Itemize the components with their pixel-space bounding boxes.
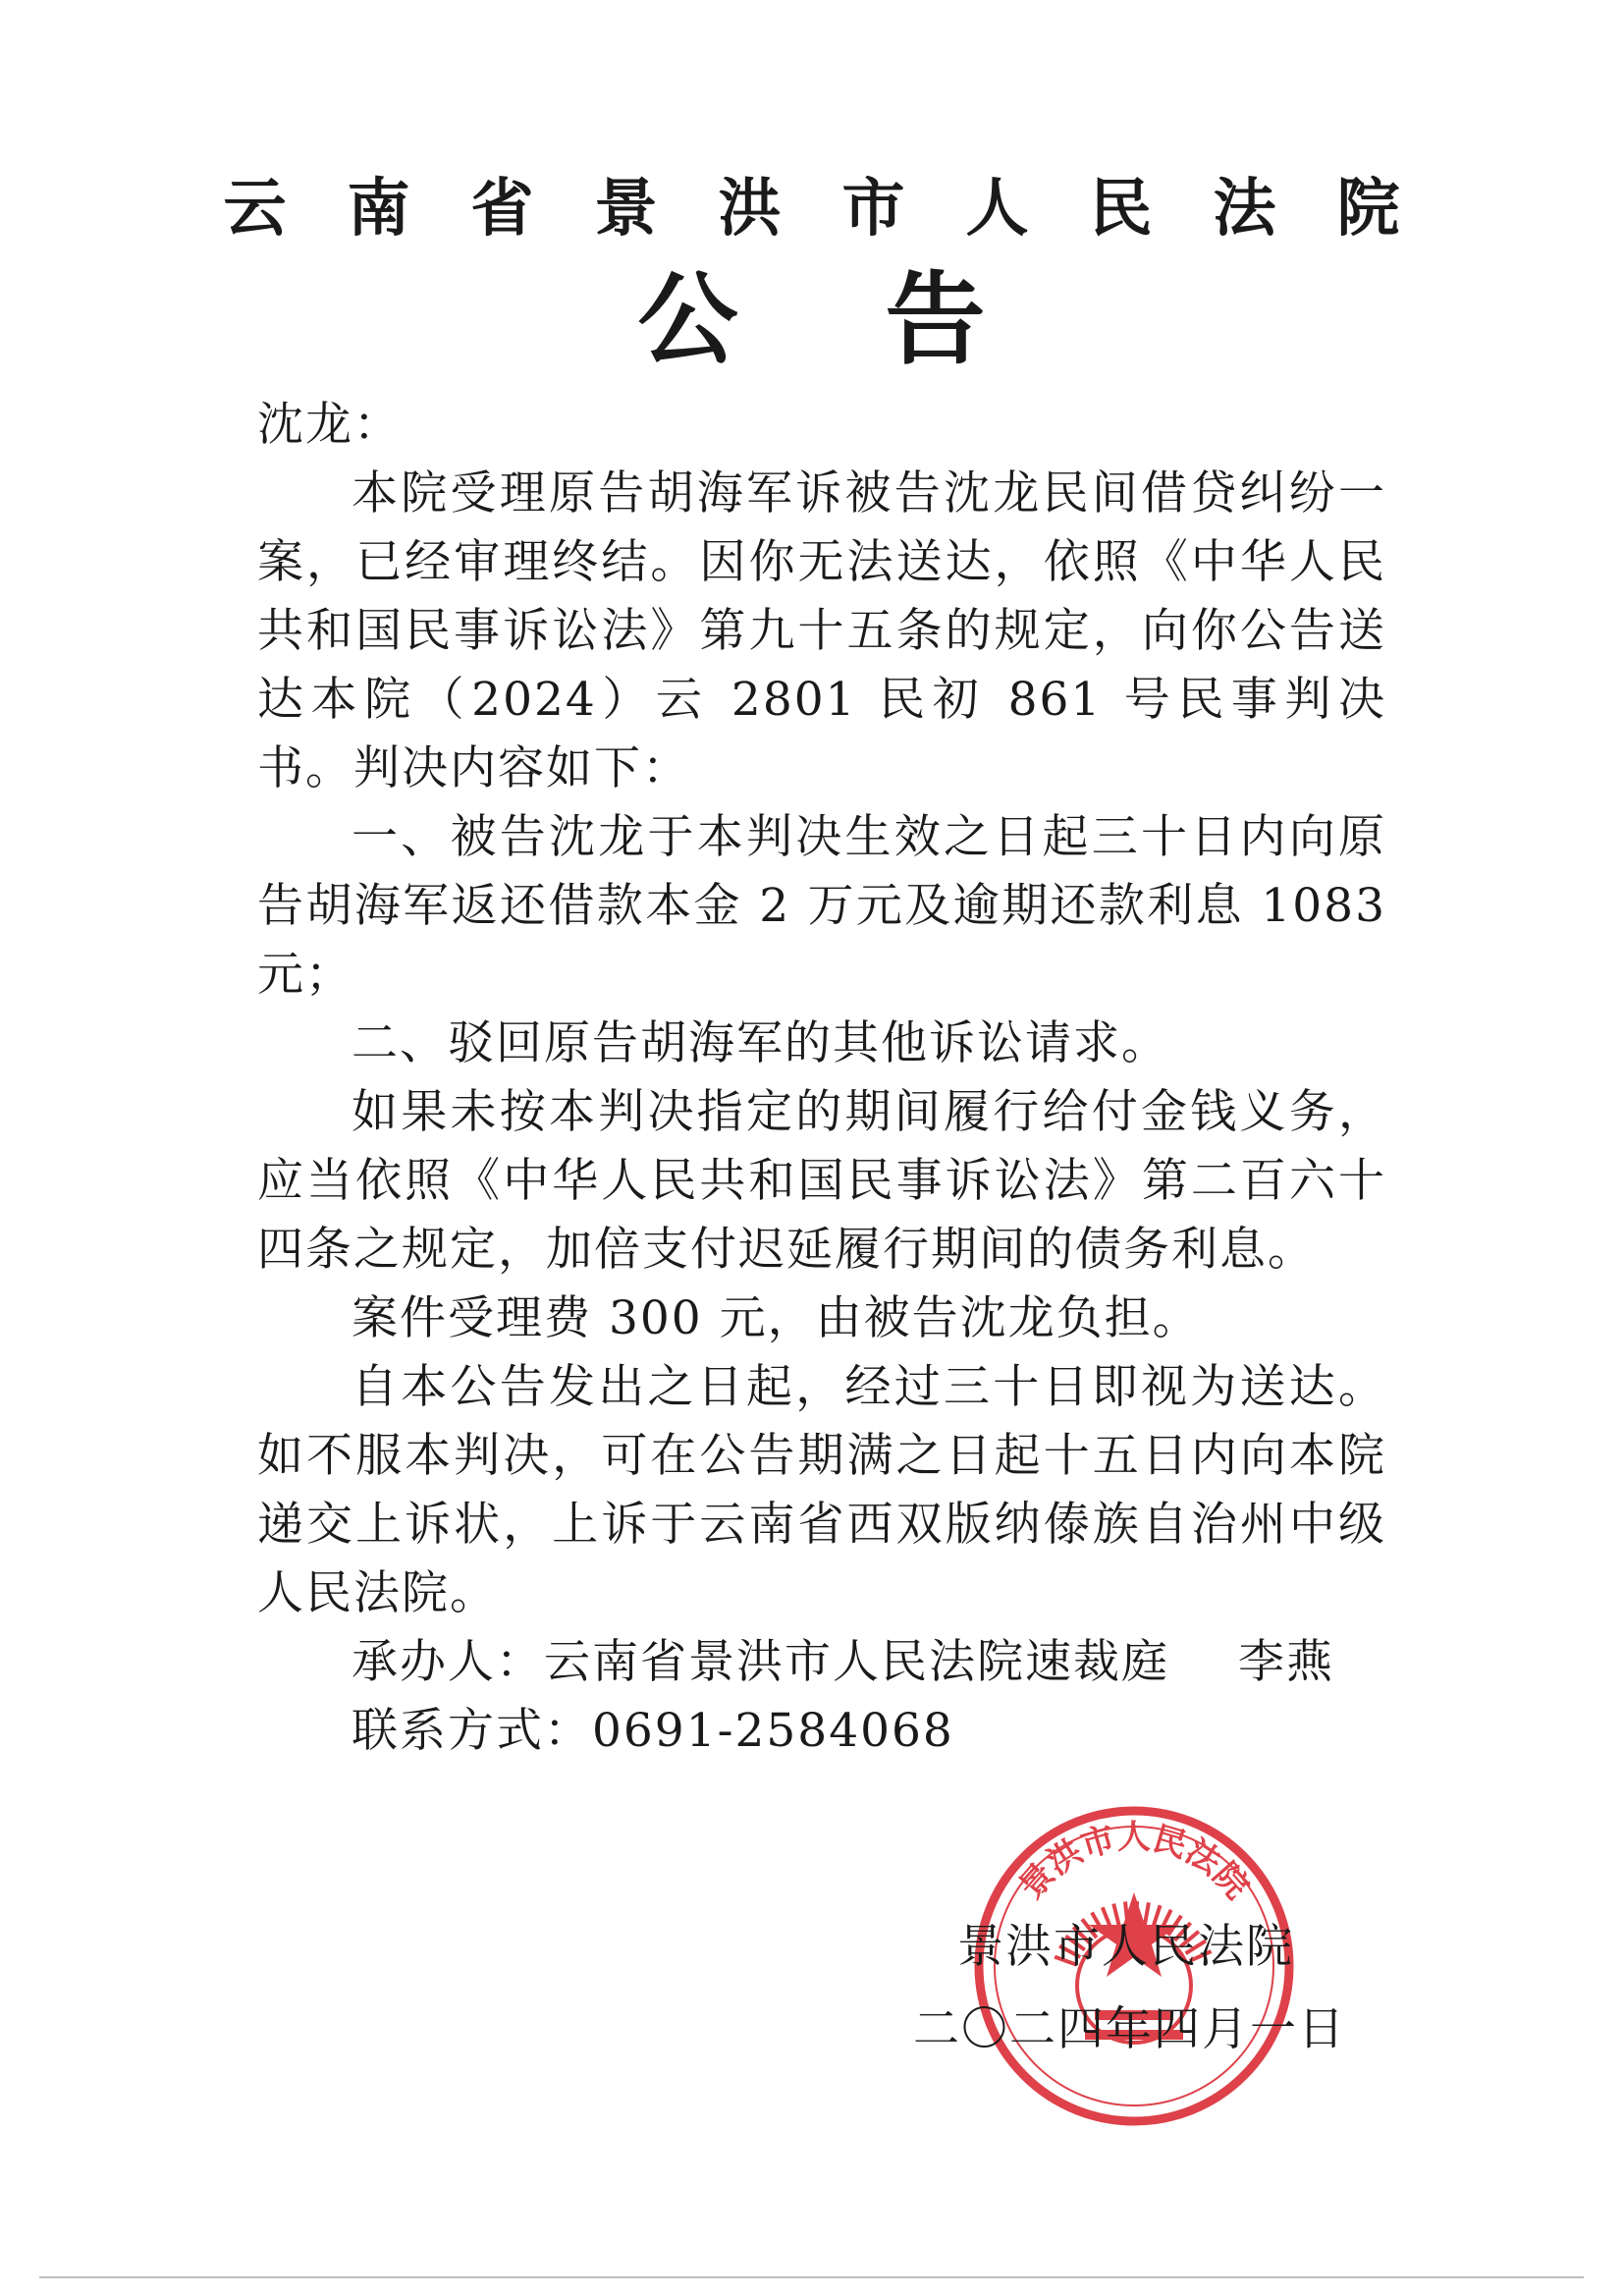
notice-title: 公告 <box>637 262 1133 379</box>
court-name-heading: 云南省景洪市人民法院 <box>223 173 1461 246</box>
addressee: 沈龙： <box>257 398 402 452</box>
seal-text: 景洪市人民法院 <box>1011 1818 1257 1907</box>
paragraph-judgment-item-2: 二、驳回原告胡海军的其他诉讼请求。 <box>352 1016 1169 1070</box>
paragraph-appeal: 自本公告发出之日起，经过三十日即视为送达。如不服本判决，可在公告期满之日起十五日内向本院递交上诉状，上诉于云南省西双版纳傣族自治州中级人民法院。 <box>257 1360 1386 1620</box>
handler-name: 李燕 <box>1238 1635 1334 1689</box>
notice-body <box>257 391 1386 1766</box>
handler-line <box>257 1628 1386 1697</box>
signature-date: 二〇二四年四月一日 <box>913 2002 1346 2056</box>
paragraph-judgment-item-1: 一、被告沈龙于本判决生效之日起三十日内向原告胡海军返还借款本金 2 万元及逾期还款利息 1083 元； <box>257 810 1386 1002</box>
page-bottom-rule <box>39 2276 1584 2278</box>
signature-court: 景洪市人民法院 <box>957 1920 1294 1974</box>
contact-line: 联系方式：0691-2584068 <box>352 1704 954 1758</box>
handler-label: 承办人：云南省景洪市人民法院速裁庭 <box>352 1635 1169 1689</box>
paragraph-late-interest: 如果未按本判决指定的期间履行给付金钱义务，应当依照《中华人民共和国民事诉讼法》第二百六十四条之规定，加倍支付迟延履行期间的债务利息。 <box>257 1085 1386 1277</box>
paragraph-court-fee: 案件受理费 300 元，由被告沈龙负担。 <box>352 1291 1201 1345</box>
paragraph-case-intro: 本院受理原告胡海军诉被告沈龙民间借贷纠纷一案，已经审理终结。因你无法送达，依照《中华人民共和国民事诉讼法》第九十五条的规定，向你公告送达本院（2024）云 2801 民初 861 号民事判决书。判决内容如下： <box>257 466 1386 795</box>
